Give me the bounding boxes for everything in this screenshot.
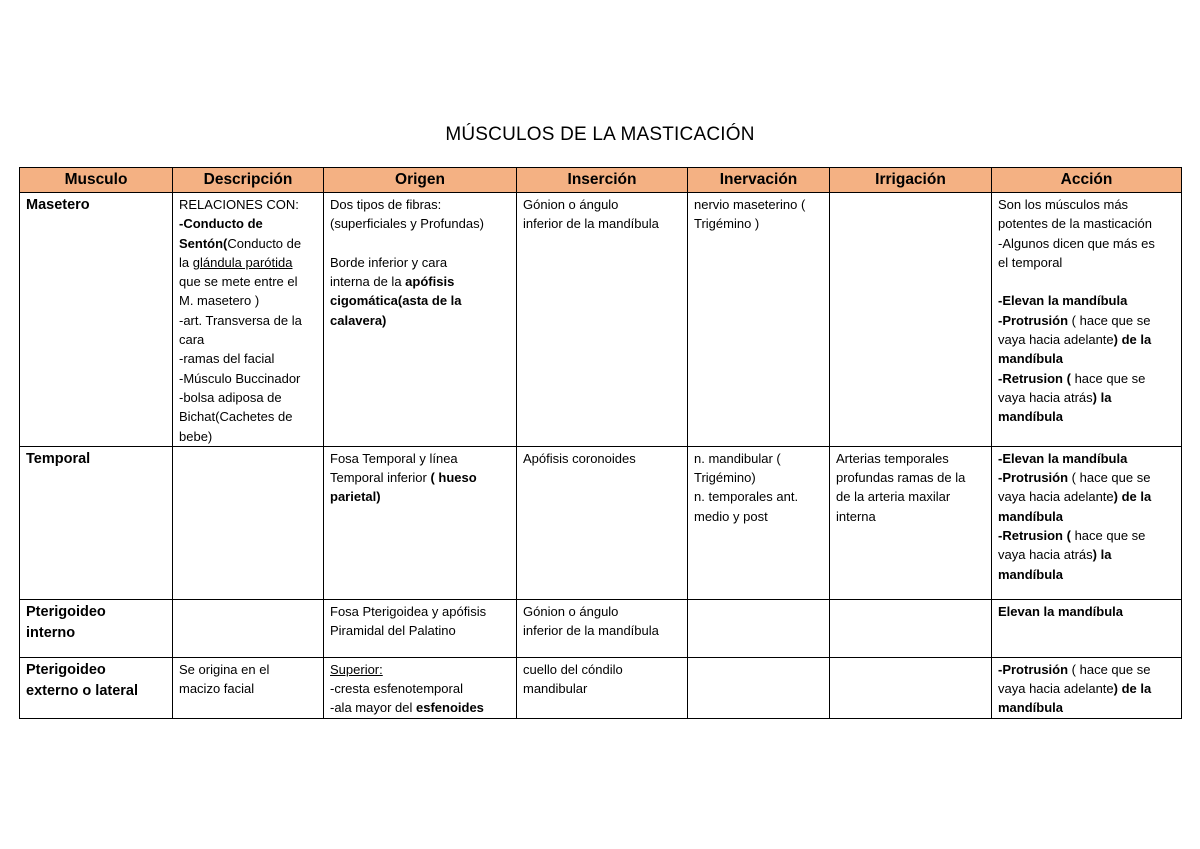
insercion-line <box>523 621 681 640</box>
header-origen: Origen <box>324 168 517 193</box>
origen-line <box>330 291 510 310</box>
text-run: inferior de la mandíbula <box>523 216 659 232</box>
text-run: macizo facial <box>179 681 255 697</box>
accion-line <box>998 388 1175 407</box>
text-run: ( hace que se <box>1068 312 1151 328</box>
inervacion-line <box>694 449 823 468</box>
text-run: esfenoides <box>415 700 484 716</box>
descripcion-line <box>179 330 317 349</box>
musculo-line: externo o lateral <box>26 682 139 699</box>
text-run: -bolsa adiposa de <box>179 389 282 405</box>
page-title: MÚSCULOS DE LA MASTICACIÓN <box>445 124 755 145</box>
irrigacion-line <box>836 468 985 487</box>
text-run: -Protrusión <box>998 661 1069 677</box>
descripcion-line <box>179 214 317 233</box>
text-run: -Conducto de <box>179 216 263 232</box>
origen-line <box>330 621 510 640</box>
descripcion-line <box>179 291 317 310</box>
header-irrigacion: Irrigación <box>830 168 992 193</box>
text-run: Borde inferior y cara <box>330 254 448 270</box>
text-run: Bichat(Cachetes de <box>179 409 293 425</box>
origen-line <box>330 698 510 717</box>
text-run: -Algunos dicen que más es <box>998 235 1155 251</box>
text-run: -Protrusión <box>998 470 1069 486</box>
cell-insercion <box>517 657 688 718</box>
text-run: mandíbula <box>998 700 1064 716</box>
accion-line <box>998 507 1175 526</box>
text-run: Trigémino) <box>694 470 756 486</box>
text-run: Trigémino ) <box>694 216 760 232</box>
text-run: RELACIONES CON: <box>179 197 299 212</box>
text-run: -art. Transversa de la <box>179 312 302 328</box>
text-run: el temporal <box>998 254 1063 270</box>
text-run: ) de la <box>1113 489 1152 505</box>
header-musculo: Musculo <box>20 168 173 193</box>
text-run: Temporal inferior <box>330 470 431 486</box>
cell-accion <box>992 599 1182 657</box>
cell-accion <box>992 657 1182 718</box>
text-run: potentes de la masticación <box>998 216 1152 232</box>
text-run: glándula parótida <box>192 254 293 270</box>
table-row <box>20 446 1182 599</box>
table-row <box>20 657 1182 718</box>
descripcion-line <box>179 311 317 330</box>
cell-inervacion <box>688 193 830 447</box>
musculo-line: Masetero <box>26 197 90 213</box>
descripcion-line <box>179 195 317 214</box>
accion-line <box>998 407 1175 426</box>
cell-musculo <box>20 657 173 718</box>
text-run: ) de la <box>1113 681 1152 697</box>
text-run: n. mandibular ( <box>694 450 781 466</box>
text-run: -Retrusion ( <box>998 528 1071 544</box>
insercion-line <box>523 214 681 233</box>
origen-line <box>330 468 510 487</box>
accion-line <box>998 545 1175 564</box>
accion-line <box>998 291 1175 310</box>
cell-descripcion <box>173 193 324 447</box>
cell-accion <box>992 446 1182 599</box>
text-run: profundas ramas de la <box>836 470 966 486</box>
text-run: hace que se <box>1070 528 1146 544</box>
musculo-line: interno <box>26 624 76 641</box>
cell-descripcion <box>173 599 324 657</box>
insercion-line <box>523 449 681 468</box>
text-run: ( hueso <box>430 470 477 486</box>
origen-line <box>330 487 510 506</box>
text-run: ) la <box>1092 389 1112 405</box>
text-run: ) la <box>1092 547 1112 563</box>
accion-line <box>998 349 1175 368</box>
inervacion-line <box>694 468 823 487</box>
cell-descripcion <box>173 657 324 718</box>
cell-musculo <box>20 446 173 599</box>
text-run: Gónion o ángulo <box>523 197 619 212</box>
text-run: cara <box>179 332 205 348</box>
text-run: n. temporales ant. <box>694 489 799 505</box>
text-run: -Músculo Buccinador <box>179 370 301 386</box>
descripcion-line <box>179 253 317 272</box>
origen-line <box>330 234 510 253</box>
cell-inervacion <box>688 599 830 657</box>
inervacion-line <box>694 214 823 233</box>
text-run: Superior: <box>330 661 383 677</box>
text-run: -Elevan la mandíbula <box>998 450 1128 466</box>
text-run: Dos tipos de fibras: <box>330 197 442 212</box>
cell-irrigacion <box>830 446 992 599</box>
accion-line <box>998 369 1175 388</box>
cell-descripcion <box>173 446 324 599</box>
accion-line <box>998 234 1175 253</box>
text-run: Elevan la mandíbula <box>998 603 1123 619</box>
text-run: Arterias temporales <box>836 450 949 466</box>
accion-line <box>998 272 1175 291</box>
insercion-line <box>523 602 681 621</box>
accion-line <box>998 330 1175 349</box>
cell-insercion <box>517 446 688 599</box>
text-run: -Elevan la mandíbula <box>998 293 1128 309</box>
text-run: ( hace que se <box>1068 470 1151 486</box>
text-run: vaya hacia adelante <box>998 489 1114 505</box>
inervacion-line <box>694 487 823 506</box>
text-run: Fosa Temporal y línea <box>330 450 458 466</box>
text-run: interna de la <box>330 274 406 290</box>
descripcion-line <box>179 679 317 698</box>
text-run: Sentón( <box>179 235 228 251</box>
descripcion-line <box>179 407 317 426</box>
accion-line <box>998 698 1175 717</box>
origen-line <box>330 449 510 468</box>
accion-line <box>998 602 1175 621</box>
text-run: vaya hacia adelante <box>998 332 1114 348</box>
origen-line <box>330 272 510 291</box>
cell-insercion <box>517 599 688 657</box>
insercion-line <box>523 660 681 679</box>
descripcion-line <box>179 427 317 446</box>
musculo-line: Temporal <box>26 450 91 467</box>
cell-insercion <box>517 193 688 447</box>
text-run: Se origina en el <box>179 661 270 677</box>
text-run: nervio maseterino ( <box>694 197 806 212</box>
text-run: que se mete entre el <box>179 274 298 290</box>
accion-line <box>998 253 1175 272</box>
header-inervacion: Inervación <box>688 168 830 193</box>
text-run: calavera) <box>330 312 387 328</box>
cell-musculo <box>20 599 173 657</box>
insercion-line <box>523 679 681 698</box>
text-run: inferior de la mandíbula <box>523 623 659 639</box>
table-header-row <box>20 168 1182 193</box>
text-run: ) de la <box>1113 332 1152 348</box>
text-run: Fosa Pterigoidea y apófisis <box>330 603 487 619</box>
descripcion-line <box>179 349 317 368</box>
text-run: vaya hacia atrás <box>998 547 1093 563</box>
table-row <box>20 193 1182 447</box>
cell-inervacion <box>688 657 830 718</box>
cell-origen <box>324 657 517 718</box>
origen-line <box>330 195 510 214</box>
descripcion-line <box>179 272 317 291</box>
cell-irrigacion <box>830 599 992 657</box>
accion-line <box>998 449 1175 468</box>
text-run: hace que se <box>1070 370 1146 386</box>
text-run: medio y post <box>694 508 768 524</box>
origen-line <box>330 679 510 698</box>
text-run: mandíbula <box>998 566 1064 582</box>
descripcion-line <box>179 660 317 679</box>
text-run: la <box>179 254 193 270</box>
irrigacion-line <box>836 507 985 526</box>
accion-line <box>998 565 1175 584</box>
musculo-line: Pterigoideo <box>26 661 106 678</box>
text-run: interna <box>836 508 876 524</box>
cell-origen <box>324 446 517 599</box>
descripcion-line <box>179 388 317 407</box>
text-run: -Protrusión <box>998 312 1069 328</box>
text-run: mandibular <box>523 681 588 697</box>
text-run: mandíbula <box>998 409 1064 425</box>
text-run: (superficiales y Profundas) <box>330 216 484 232</box>
text-run: apófisis <box>405 274 455 290</box>
origen-line <box>330 253 510 272</box>
cell-inervacion <box>688 446 830 599</box>
accion-line <box>998 311 1175 330</box>
text-run: mandíbula <box>998 508 1064 524</box>
cell-accion <box>992 193 1182 447</box>
text-run: bebe) <box>179 428 213 444</box>
text-run: mandíbula <box>998 351 1064 367</box>
text-run: -cresta esfenotemporal <box>330 681 463 697</box>
cell-origen <box>324 193 517 447</box>
inervacion-line <box>694 195 823 214</box>
header-accion: Acción <box>992 168 1182 193</box>
irrigacion-line <box>836 487 985 506</box>
text-run: cuello del cóndilo <box>523 661 623 677</box>
accion-line <box>998 214 1175 233</box>
table-row <box>20 599 1182 657</box>
origen-line <box>330 660 510 679</box>
text-run: -ala mayor del <box>330 700 416 716</box>
text-run: vaya hacia adelante <box>998 681 1114 697</box>
inervacion-line <box>694 507 823 526</box>
origen-line <box>330 311 510 330</box>
text-run: de la arteria maxilar <box>836 489 951 505</box>
origen-line <box>330 214 510 233</box>
text-run: cigomática(asta de la <box>330 293 462 309</box>
text-run: Conducto de <box>227 235 302 251</box>
text-run: Apófisis coronoides <box>523 450 636 466</box>
accion-line <box>998 660 1175 679</box>
text-run: Piramidal del Palatino <box>330 623 456 639</box>
descripcion-line <box>179 369 317 388</box>
cell-irrigacion <box>830 193 992 447</box>
text-run: -Retrusion ( <box>998 370 1071 386</box>
header-insercion: Inserción <box>517 168 688 193</box>
accion-line <box>998 487 1175 506</box>
accion-line <box>998 526 1175 545</box>
muscles-table <box>19 167 1182 719</box>
irrigacion-line <box>836 449 985 468</box>
text-run: parietal) <box>330 489 381 505</box>
text-run: Gónion o ángulo <box>523 603 619 619</box>
cell-irrigacion <box>830 657 992 718</box>
insercion-line <box>523 195 681 214</box>
musculo-line: Pterigoideo <box>26 603 106 620</box>
cell-origen <box>324 599 517 657</box>
accion-line <box>998 468 1175 487</box>
header-descripcion: Descripción <box>173 168 324 193</box>
accion-line <box>998 679 1175 698</box>
text-run: ( hace que se <box>1068 661 1151 677</box>
descripcion-line <box>179 234 317 253</box>
accion-line <box>998 195 1175 214</box>
text-run: M. masetero ) <box>179 293 260 309</box>
text-run: -ramas del facial <box>179 351 275 367</box>
origen-line <box>330 602 510 621</box>
text-run: vaya hacia atrás <box>998 389 1093 405</box>
cell-musculo <box>20 193 173 447</box>
text-run: Son los músculos más <box>998 197 1129 212</box>
